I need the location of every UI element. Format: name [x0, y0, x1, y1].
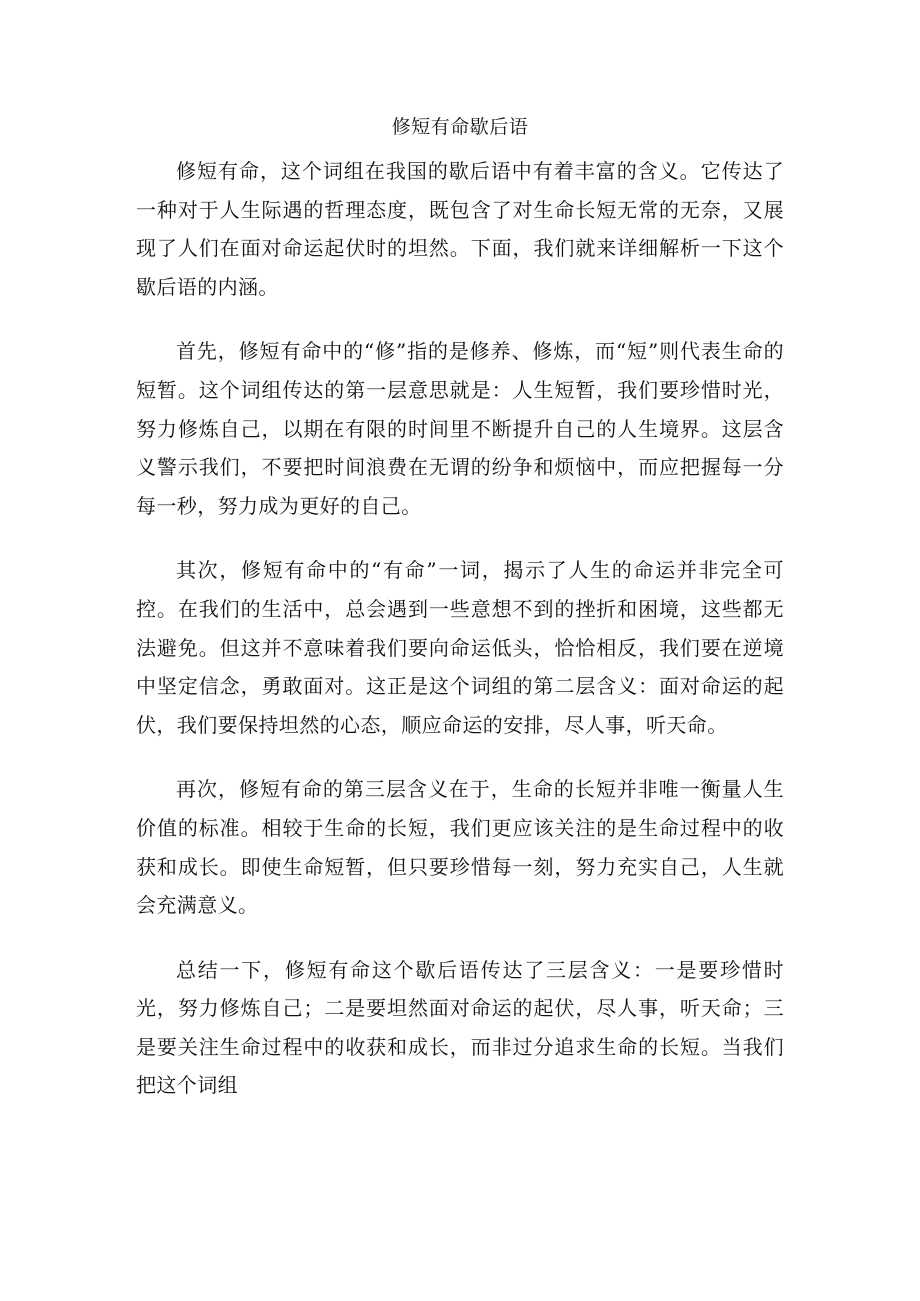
document-body: [136, 152, 784, 1131]
paragraph-first-meaning: 首先，修短有命中的“修”指的是修养、修炼，而“短”则代表生命的短暂。这个词组传达的第一层意思就是：人生短暂，我们要珍惜时光，努力修炼自己，以期在有限的时间里不断提升自己的人生境界。这层含义警示我们，不要把时间浪费在无谓的纷争和烦恼中，而应把握每一分每一秒，努力成为更好的自己。: [136, 339, 784, 518]
paragraph-second-meaning: 其次，修短有命中的“有命”一词，揭示了人生的命运并非完全可控。在我们的生活中，总会遇到一些意想不到的挫折和困境，这些都无法避免。但这并不意味着我们要向命运低头，恰恰相反，我们要在逆境中坚定信念，勇敢面对。这正是这个词组的第二层含义：面对命运的起伏，我们要保持坦然的心态，顺应命运的安排，尽人事，听天命。: [136, 558, 784, 737]
paragraph-intro: 修短有命，这个词组在我国的歇后语中有着丰富的含义。它传达了一种对于人生际遇的哲理态度，既包含了对生命长短无常的无奈，又展现了人们在面对命运起伏时的坦然。下面，我们就来详细解析一下这个歇后语的内涵。: [136, 159, 784, 299]
document-title: 修短有命歇后语: [391, 116, 529, 138]
paragraph-summary: 总结一下，修短有命这个歇后语传达了三层含义：一是要珍惜时光，努力修炼自己；二是要坦然面对命运的起伏，尽人事，听天命；三是要关注生命过程中的收获和成长，而非过分追求生命的长短。当我们把这个词组: [136, 957, 784, 1098]
paragraph-third-meaning: 再次，修短有命的第三层含义在于，生命的长短并非唯一衡量人生价值的标准。相较于生命的长短，我们更应该关注的是生命过程中的收获和成长。即使生命短暂，但只要珍惜每一刻，努力充实自己，人生就会充满意义。: [136, 777, 784, 918]
